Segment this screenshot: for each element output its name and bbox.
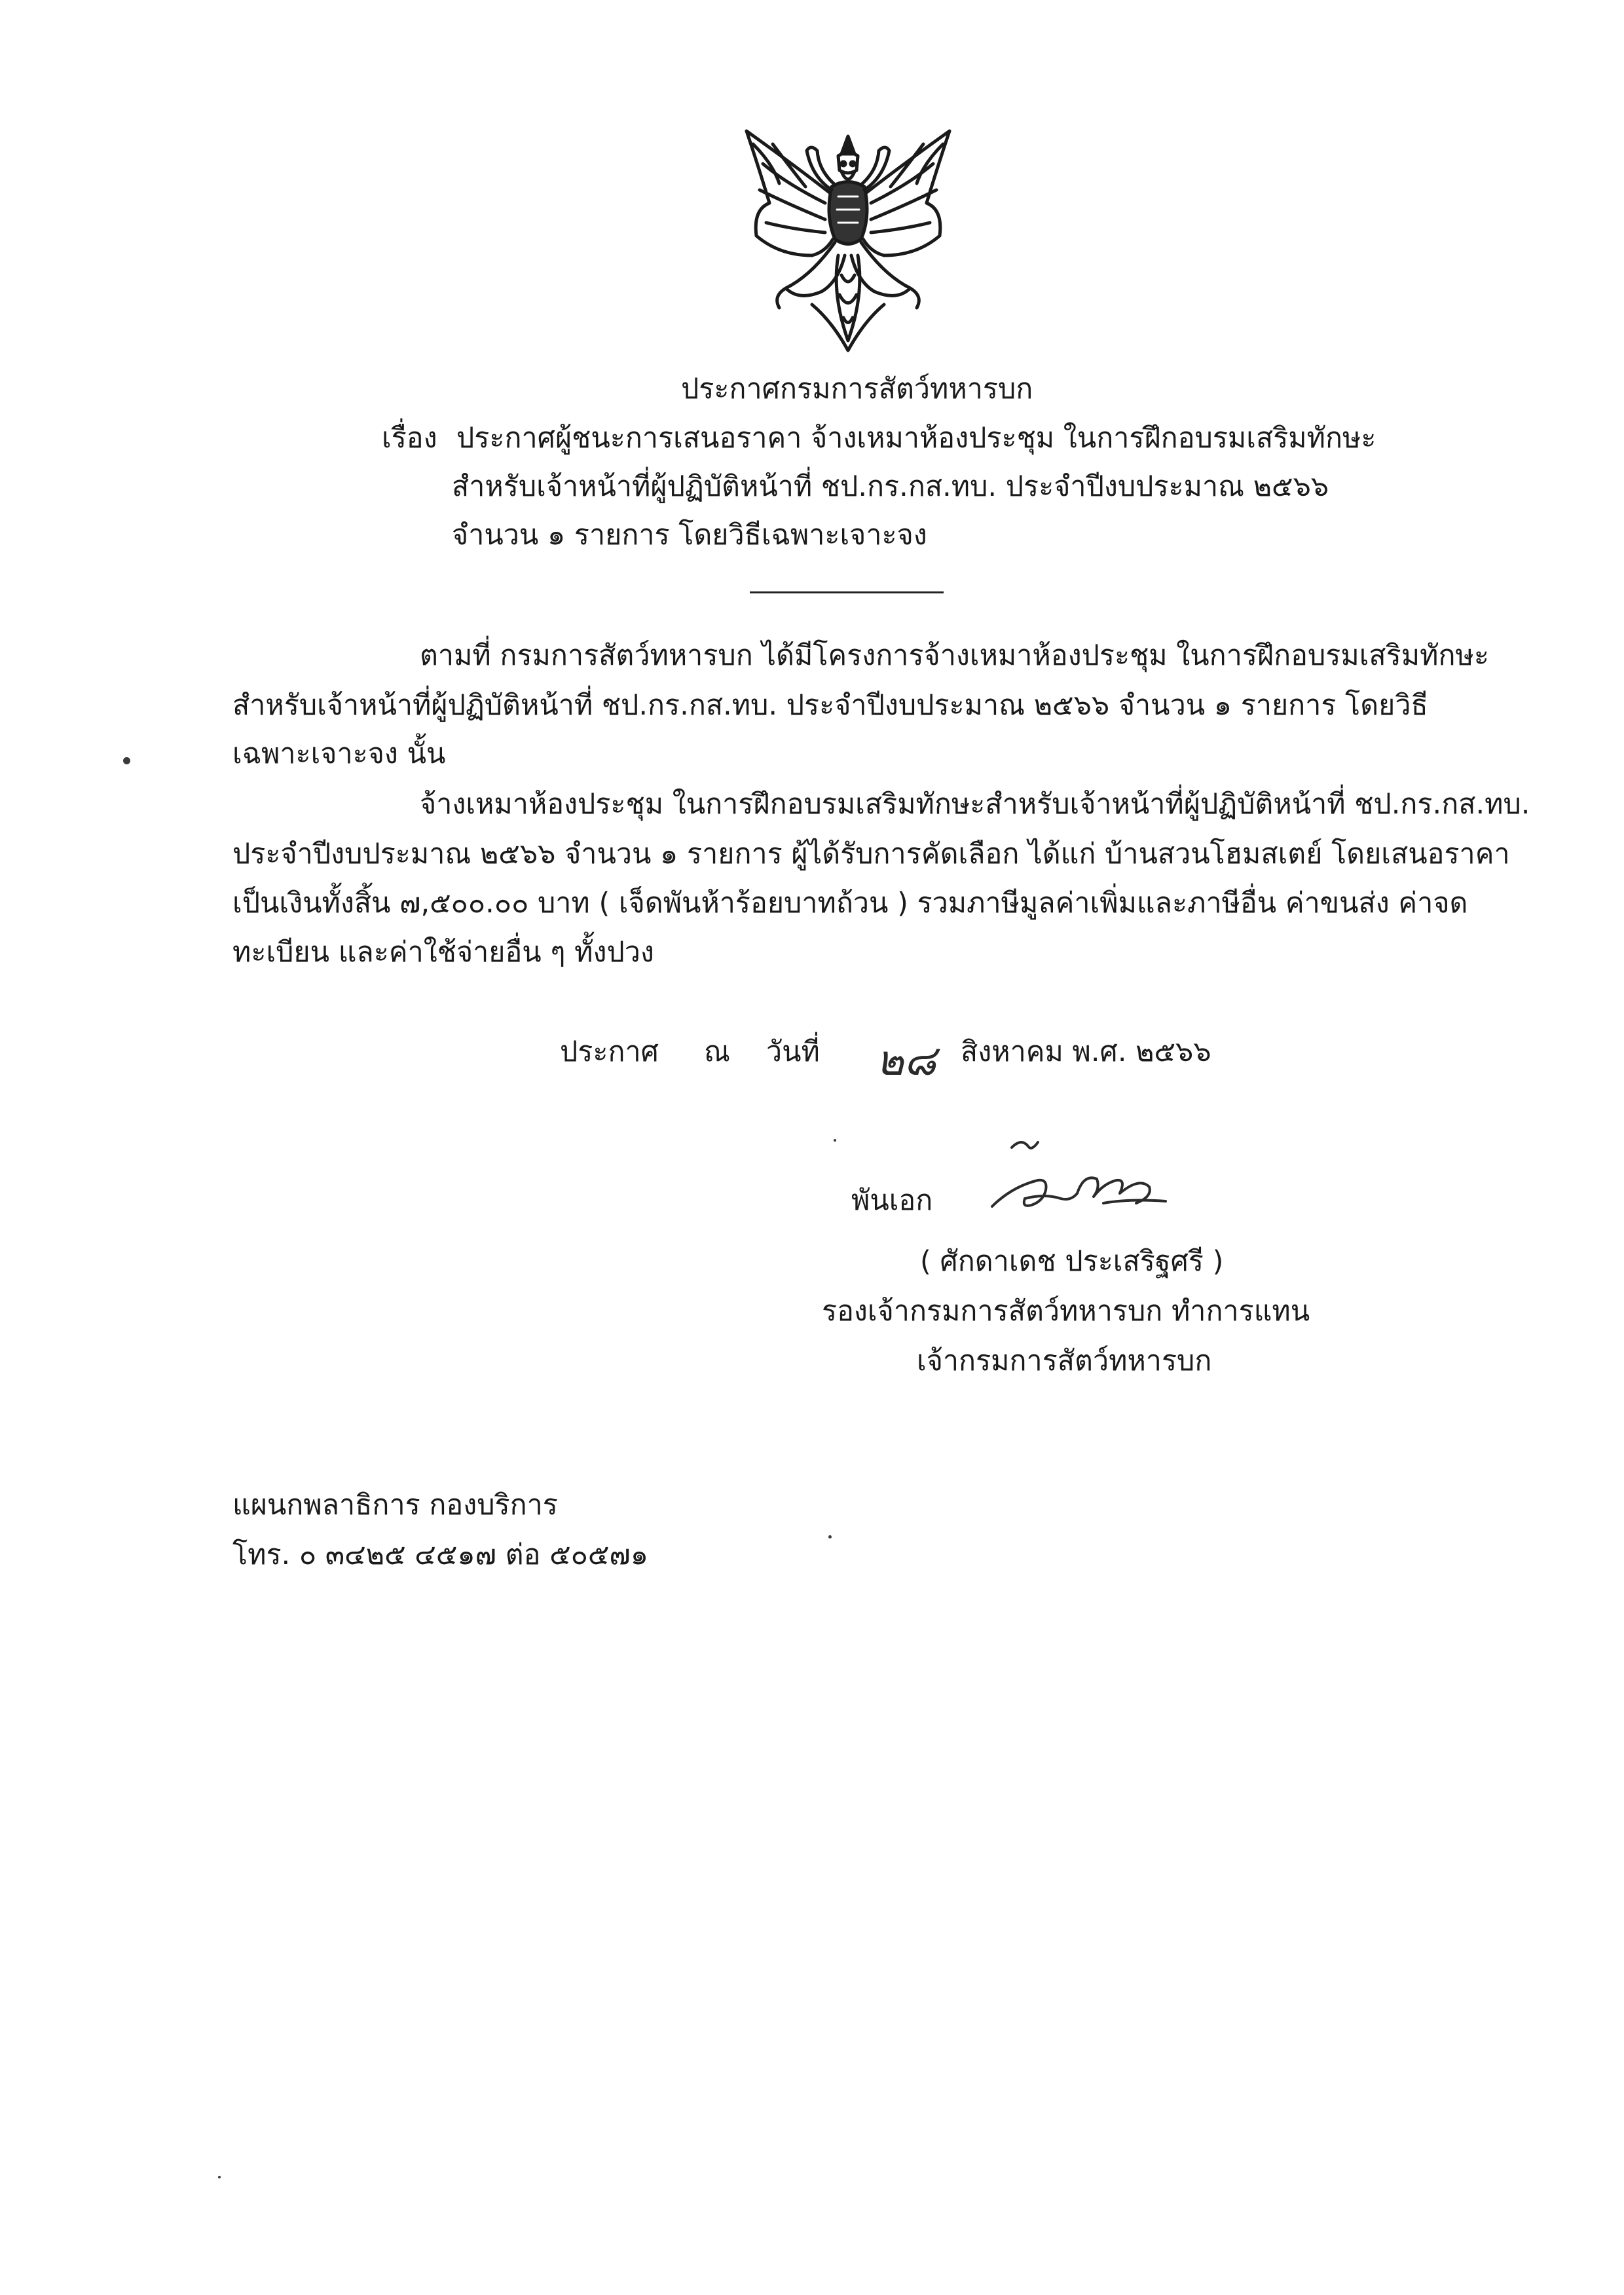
para1-line3: เฉพาะเจาะจง นั้น bbox=[232, 737, 446, 770]
para2-line2: ประจำปีงบประมาณ ๒๕๖๖ จำนวน ๑ รายการ ผู้ได้รับการคัดเลือก ได้แก่ บ้านสวนโฮมสเตย์ โดยเสนอราคา bbox=[232, 838, 1510, 870]
para2-line4: ทะเบียน และค่าใช้จ่ายอื่น ๆ ทั้งปวง bbox=[232, 936, 654, 969]
para2-line3: เป็นเงินทั้งสิ้น ๗,๕๐๐.๐๐ บาท ( เจ็ดพันห้าร้อยบาทถ้วน ) รวมภาษีมูลค่าเพิ่มและภาษีอื่น ค่าขนส่ง ค่าจด bbox=[232, 887, 1468, 920]
footer-phone: โทร. ๐ ๓๔๒๕ ๔๕๑๗ ต่อ ๕๐๕๗๑ bbox=[232, 1539, 649, 1571]
para1-line1: ตามที่ กรมการสัตว์ทหารบก ได้มีโครงการจ้างเหมาห้องประชุม ในการฝึกอบรมเสริมทักษะ bbox=[420, 639, 1489, 672]
header-divider bbox=[750, 591, 944, 593]
scan-dot bbox=[828, 1535, 832, 1539]
scan-dot bbox=[218, 2176, 221, 2178]
handwritten-day: ๒๘ bbox=[876, 1037, 936, 1085]
at-word: ณ bbox=[704, 1036, 730, 1068]
rank-label: พันเอก bbox=[851, 1184, 933, 1217]
subject-label: เรื่อง bbox=[382, 422, 437, 455]
announce-word: ประกาศ bbox=[560, 1036, 659, 1068]
footer-department: แผนกพลาธิการ กองบริการ bbox=[232, 1489, 558, 1521]
day-label: วันที่ bbox=[766, 1036, 820, 1068]
para1-line2: สำหรับเจ้าหน้าที่ผู้ปฏิบัติหน้าที่ ชป.กร.กส.ทบ. ประจำปีงบประมาณ ๒๕๖๖ จำนวน ๑ รายการ โดยวิธี bbox=[232, 689, 1428, 722]
para2-line1: จ้างเหมาห้องประชุม ในการฝึกอบรมเสริมทักษะสำหรับเจ้าหน้าที่ผู้ปฏิบัติหน้าที่ ชป.กร.กส.ทบ. bbox=[420, 788, 1530, 821]
document-title: ประกาศกรมการสัตว์ทหารบก bbox=[681, 373, 1033, 405]
garuda-emblem-icon bbox=[733, 124, 963, 367]
subject-line-2: สำหรับเจ้าหน้าที่ผู้ปฏิบัติหน้าที่ ชป.กร.กส.ทบ. ประจำปีงบประมาณ ๒๕๖๖ bbox=[452, 470, 1329, 503]
signatory-name: ( ศักดาเดช ประเสริฐศรี ) bbox=[920, 1245, 1224, 1278]
subject-line-3: จำนวน ๑ รายการ โดยวิธีเฉพาะเจาะจง bbox=[452, 519, 927, 551]
signatory-position-2: เจ้ากรมการสัตว์ทหารบก bbox=[917, 1345, 1212, 1377]
signatory-position-1: รองเจ้ากรมการสัตว์ทหารบก ทำการแทน bbox=[822, 1295, 1310, 1328]
subject-line-1: ประกาศผู้ชนะการเสนอราคา จ้างเหมาห้องประชุม ในการฝึกอบรมเสริมทักษะ bbox=[456, 422, 1376, 455]
scan-dot bbox=[123, 757, 130, 764]
month-year: สิงหาคม พ.ศ. ๒๕๖๖ bbox=[961, 1036, 1211, 1068]
signature-mark bbox=[986, 1128, 1182, 1226]
scan-dot bbox=[834, 1139, 836, 1142]
